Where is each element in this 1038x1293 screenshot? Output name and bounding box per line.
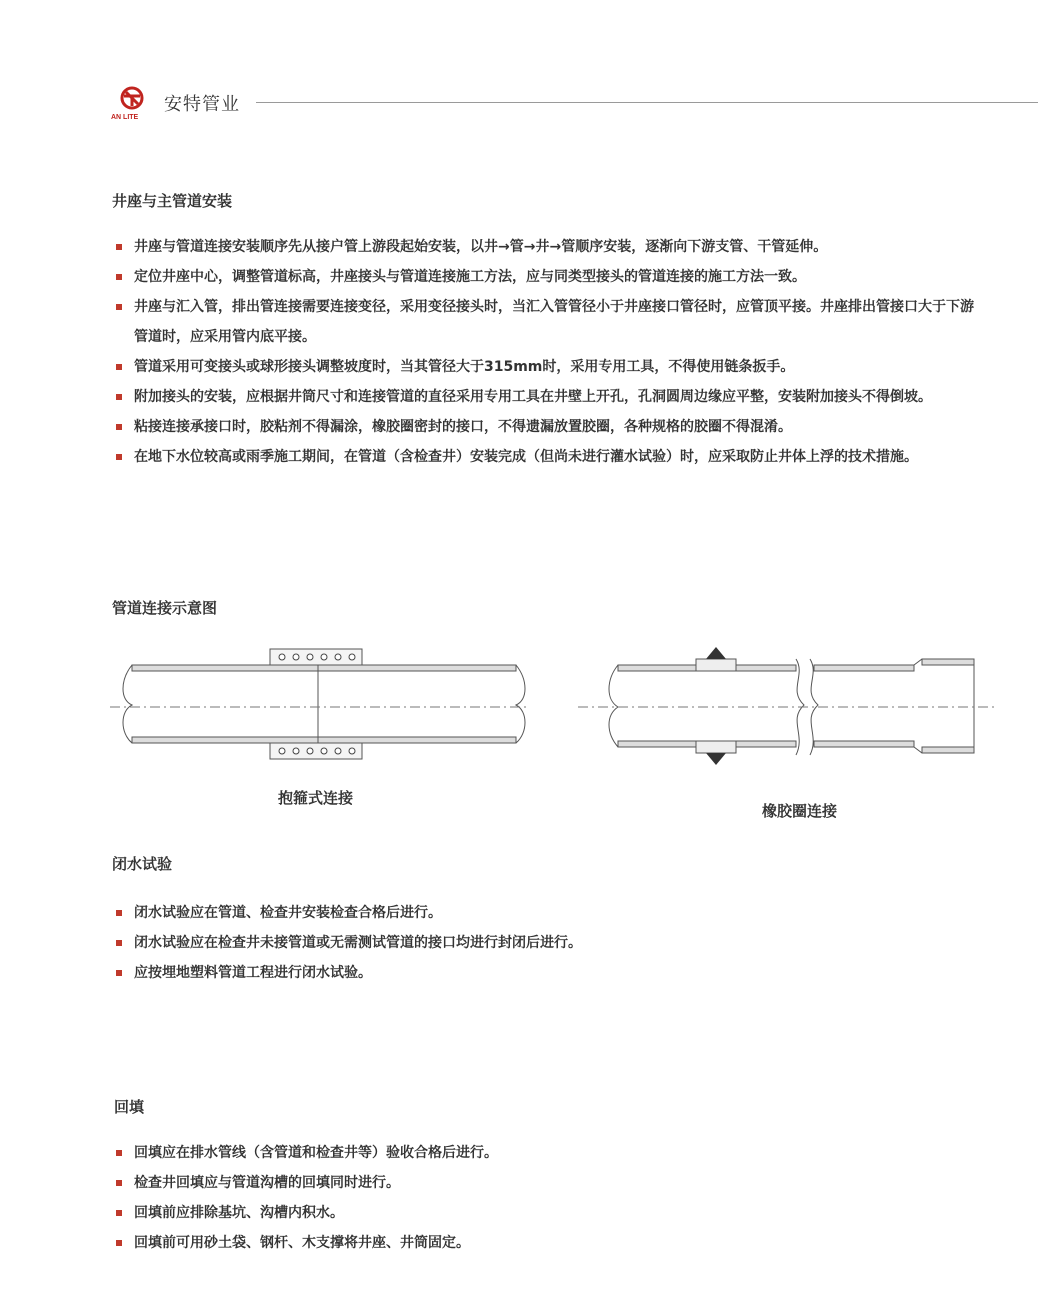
list-item: 附加接头的安装，应根据井筒尺寸和连接管道的直径采用专用工具在井壁上开孔，孔洞圆周边缘应平整，安装附加接头不得倒坡。 <box>112 382 982 412</box>
section-title-diagram: 管道连接示意图 <box>112 599 218 617</box>
list-item: 闭水试验应在检查井未接管道或无需测试管道的接口均进行封闭后进行。 <box>112 928 982 958</box>
brand-name: 安特管业 <box>164 94 240 115</box>
rubber-ring-connection-diagram <box>578 645 998 785</box>
list-item: 井座与汇入管，排出管连接需要连接变径，采用变径接头时，当汇入管管径小于井座接口管径时，应管顶平接。井座排出管接口大于下游管道时，应采用管内底平接。 <box>112 292 982 352</box>
section-title-install: 井座与主管道安装 <box>112 192 233 210</box>
list-item: 回填前应排除基坑、沟槽内积水。 <box>112 1198 982 1228</box>
list-item: 应按埋地塑料管道工程进行闭水试验。 <box>112 958 982 988</box>
list-item: 回填应在排水管线（含管道和检查井等）验收合格后进行。 <box>112 1138 982 1168</box>
clamp-connection-diagram <box>110 645 530 765</box>
logo-text: AN LITE <box>111 114 139 121</box>
clamp-connection-caption: 抱箍式连接 <box>278 789 354 807</box>
water-test-list <box>112 898 982 988</box>
list-item: 定位井座中心，调整管道标高，井座接头与管道连接施工方法，应与同类型接头的管道连接的施工方法一致。 <box>112 262 982 292</box>
install-list <box>112 232 982 472</box>
backfill-list <box>112 1138 982 1258</box>
list-item: 闭水试验应在管道、检查井安装检查合格后进行。 <box>112 898 982 928</box>
list-item: 管道采用可变接头或球形接头调整坡度时，当其管径大于315mm时，采用专用工具，不得使用链条扳手。 <box>112 352 982 382</box>
list-item: 粘接连接承接口时，胶粘剂不得漏涂，橡胶圈密封的接口，不得遗漏放置胶圈，各种规格的胶圈不得混淆。 <box>112 412 982 442</box>
section-title-water-test: 闭水试验 <box>112 855 173 873</box>
header-divider <box>256 102 1038 103</box>
list-item: 回填前可用砂土袋、钢杆、木支撑将井座、井筒固定。 <box>112 1228 982 1258</box>
section-title-backfill: 回填 <box>114 1098 145 1116</box>
anlite-logo-icon <box>108 84 158 122</box>
list-item: 井座与管道连接安装顺序先从接户管上游段起始安装，以井→管→井→管顺序安装，逐渐向下游支管、干管延伸。 <box>112 232 982 262</box>
list-item: 在地下水位较高或雨季施工期间，在管道（含检查井）安装完成（但尚未进行灌水试验）时，应采取防止井体上浮的技术措施。 <box>112 442 982 472</box>
rubber-ring-connection-caption: 橡胶圈连接 <box>762 802 838 820</box>
list-item: 检查井回填应与管道沟槽的回填同时进行。 <box>112 1168 982 1198</box>
page-header <box>108 82 1038 122</box>
